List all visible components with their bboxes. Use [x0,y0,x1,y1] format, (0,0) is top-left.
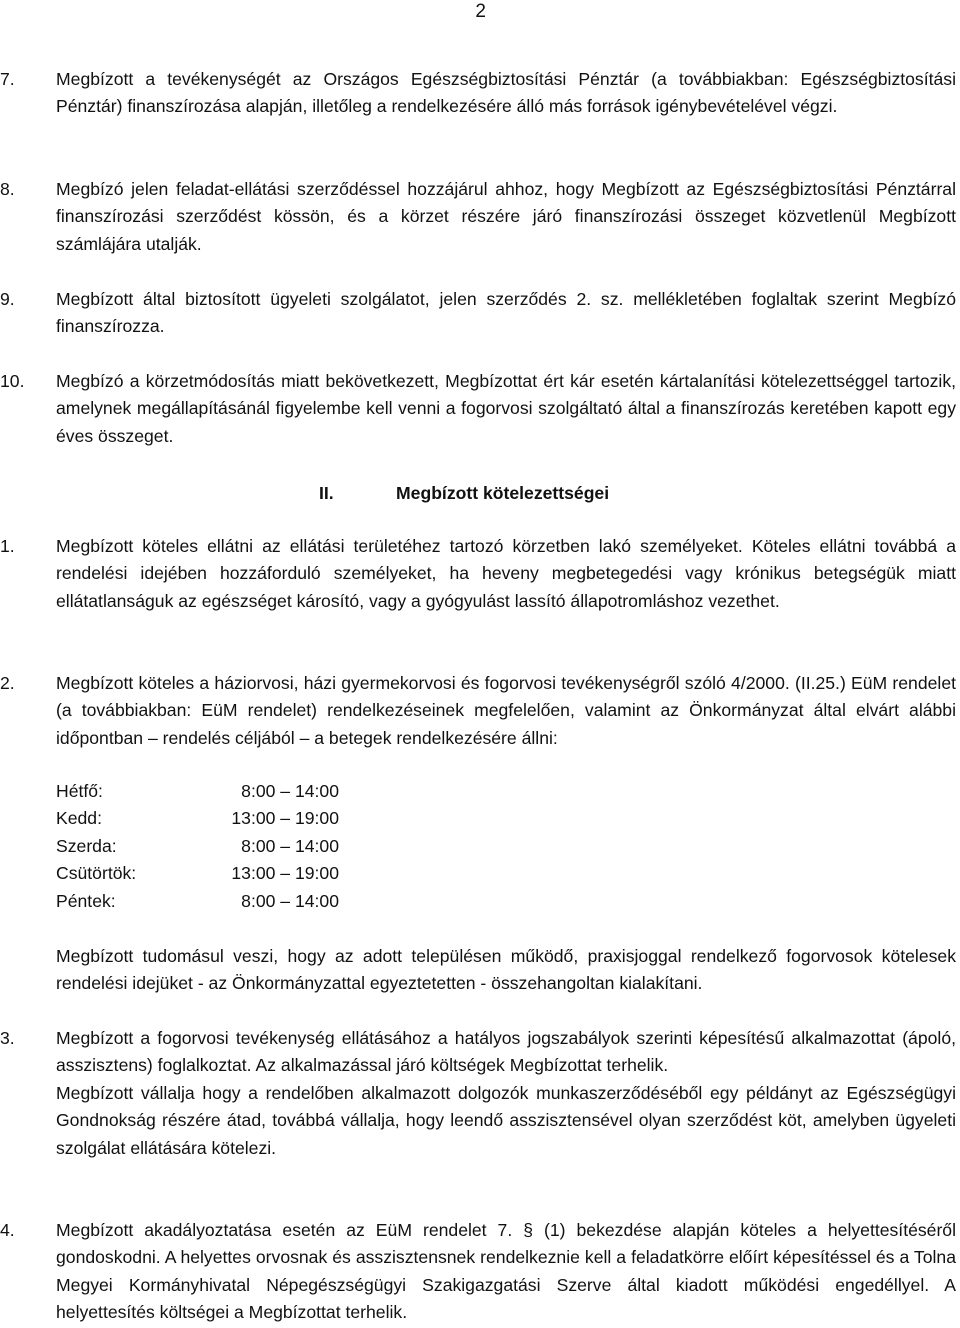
schedule-time: 8:00 – 14:00 [241,781,339,801]
obligation-number: 4. [0,1220,15,1240]
schedule-day: Szerda: [56,835,117,856]
clause-number: 7. [0,69,15,89]
clause-text: Megbízó jelen feladat-ellátási szerződéssel hozzájárul ahhoz, hogy Megbízott az Egészségbiztosítási Pénztárral finanszírozási szerződést kössön, és a körzet részére járó finanszírozási összeget közvetlenül Megbízott számlájára utalják. [56,179,956,254]
obligation-number: 1. [0,536,15,556]
schedule-time: 13:00 – 19:00 [231,808,339,829]
schedule-day: Csütörtök: [56,863,137,884]
obligation-number: 3. [0,1028,15,1048]
schedule-time: 8:00 – 14:00 [241,890,339,911]
page-number: 2 [475,1,486,22]
clause-text: Megbízott által biztosított ügyeleti szolgálatot, jelen szerződés 2. sz. mellékletében foglaltak szerint Megbízó finanszírozza. [56,289,956,337]
obligation-text: Megbízott köteles a háziorvosi, házi gyermekorvosi és fogorvosi tevékenységről szóló 4/2000. (II.25.) EüM rendelet (a továbbiakban: EüM rendelet) rendelkezéseinek megfelelően, valamint az Önkormányzat által elvárt alábbi időpontban – rendelés céljából – a betegek rendelkezésére állni: [56,673,956,748]
schedule-day: Hétfő: [56,781,103,801]
schedule-time: 13:00 – 19:00 [231,863,339,884]
schedule-day: Kedd: [56,808,102,829]
clause-number: 10. [0,371,25,391]
obligation-number: 2. [0,673,15,693]
schedule-time: 8:00 – 14:00 [241,835,339,856]
clause-text: Megbízott a tevékenységét az Országos Egészségbiztosítási Pénztár (a továbbiakban: Egészségbiztosítási Pénztár) finanszírozása alapján, illetőleg a rendelkezésére álló más források igénybevételével végzi. [56,69,956,117]
obligation-text: Megbízott a fogorvosi tevékenység ellátásához a hatályos jogszabályok szerinti képesítésű alkalmazottat (ápoló, asszisztens) foglalkoztat. Az alkalmazással járó költségek Megbízottat terhelik. [56,1028,956,1076]
obligation-text: Megbízott köteles ellátni az ellátási területéhez tartozó körzetben lakó személyeket. Köteles ellátni továbbá a rendelési idejében hozzáforduló személyeket, ha heveny megbetegedési vagy krónikus betegségük miatt ellátatlanságuk az egészséget károsító, vagy a gyógyulást lassító állapotromláshoz vezethet. [56,536,956,611]
clause-number: 9. [0,289,15,309]
section-title: Megbízott kötelezettségei [396,483,610,503]
obligation-text: Megbízott akadályoztatása esetén az EüM rendelet 7. § (1) bekezdése alapján köteles a helyettesítéséről gondoskodni. A helyettes orvosnak és asszisztensnek rendelkeznie kell a feladatkörre előírt képesítéssel és a Tolna Megyei Kormányhivatal Népegészségügyi Szakigazgatási Szerve által kiadott működési engedéllyel. A helyettesítés költségei a Megbízottat terhelik. [56,1220,956,1323]
section-roman-numeral: II. [319,483,334,503]
obligation-text: Megbízott vállalja hogy a rendelőben alkalmazott dolgozók munkaszerződéséből egy példányt az Egészségügyi Gondnokság részére átad, továbbá vállalja, hogy leendő asszisztensével olyan szerződést köt, amelyben ügyeleti szolgálat ellátására kötelezi. [56,1082,956,1158]
clause-number: 8. [0,179,15,199]
schedule-day: Péntek: [56,890,116,911]
schedule-note: Megbízott tudomásul veszi, hogy az adott településen működő, praxisjoggal rendelkező fogorvosok kötelesek rendelési idejüket - az Önkormányzattal egyeztetetten - összehangoltan kialakítani. [56,946,956,994]
clause-text: Megbízó a körzetmódosítás miatt bekövetkezett, Megbízottat ért kár esetén kártalanítási kötelezettséggel tartozik, amelynek megállapításánál figyelembe kell venni a fogorvosi szolgáltató által a finanszírozás keretében kapott egy éves összeget. [56,371,956,446]
